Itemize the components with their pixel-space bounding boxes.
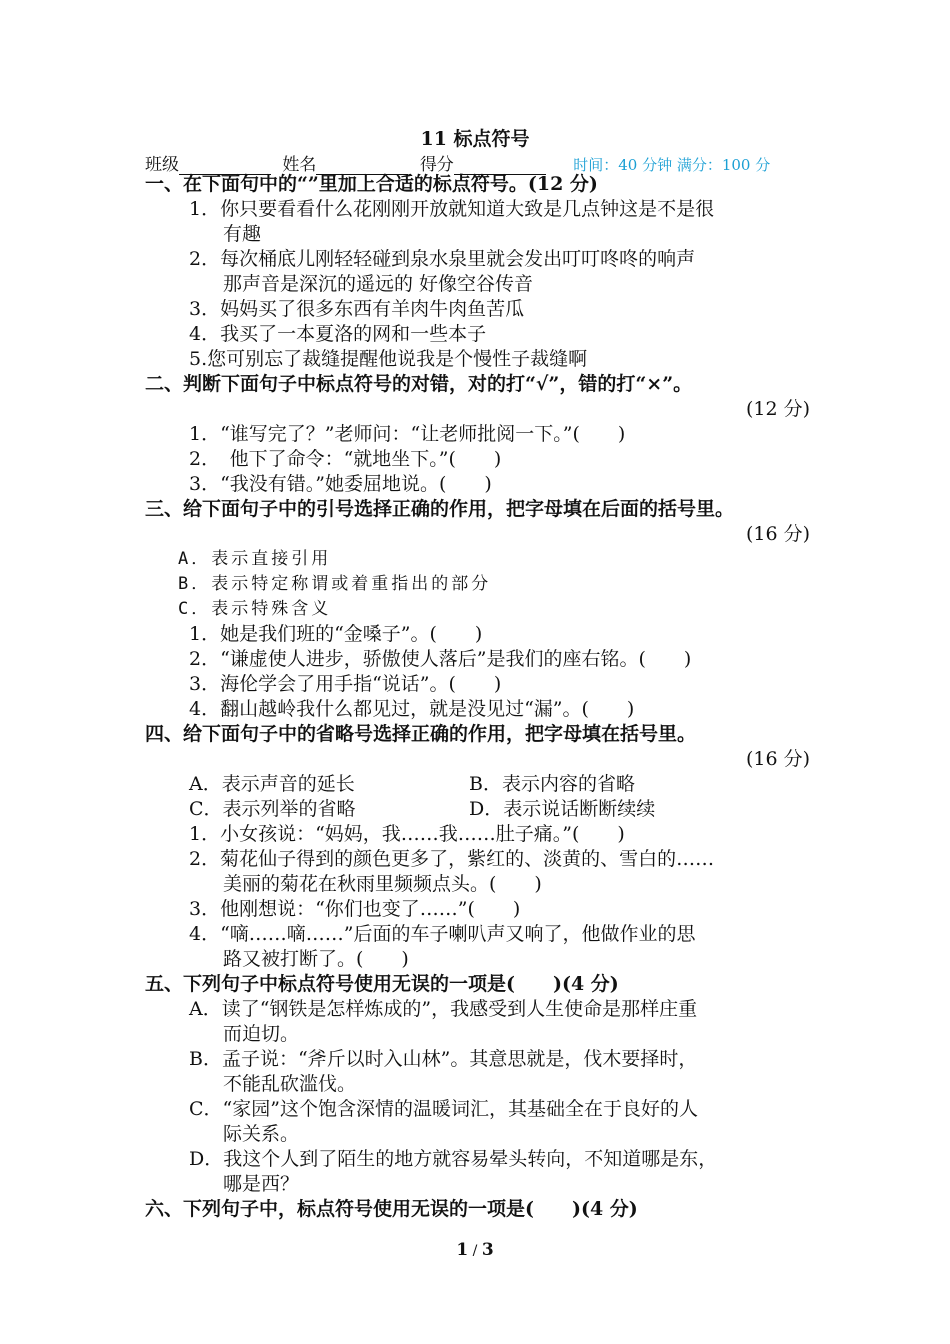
name-label: 姓名 xyxy=(282,155,317,175)
score-label: 得分 xyxy=(419,155,454,175)
option-c: C．表示列举的省略 xyxy=(189,798,356,820)
exercise-body xyxy=(145,172,810,1222)
question-item: 4．“嘀……嘀……”后面的车子喇叭声又响了，他做作业的思 路又被打断了。( ) xyxy=(189,923,696,970)
question-item: 1．她是我们班的“金嗓子”。( ) xyxy=(189,623,483,645)
question-item: 2．“谦虚使人进步，骄傲使人落后”是我们的座右铭。( ) xyxy=(189,648,692,670)
question-item: 2．每次桶底儿刚轻轻碰到泉水泉里就会发出叮叮咚咚的响声 那声音是深沉的遥远的 好像空谷传音 xyxy=(189,248,696,295)
question-item: 1．你只要看看什么花刚刚开放就知道大致是几点钟这是不是很 有趣 xyxy=(189,198,715,245)
options-row xyxy=(145,772,810,797)
option-b: B．表示特定称谓或着重指出的部分 xyxy=(178,574,492,594)
option-a: A．表示声音的延长 xyxy=(189,773,355,795)
page-title: 11 标点符号 xyxy=(420,128,530,150)
question-item: 5.您可别忘了裁缝提醒他说我是个慢性子裁缝啊 xyxy=(189,348,588,370)
question-item: 2．菊花仙子得到的颜色更多了，紫红的、淡黄的、雪白的…… 美丽的菊花在秋雨里频频点头。( ) xyxy=(189,848,715,895)
choice-item: C．“家园”这个饱含深情的温暖词汇，其基础全在于良好的人 际关系。 xyxy=(189,1098,698,1145)
section-2-heading: 二、判断下面句子中标点符号的对错，对的打“√”，错的打“×”。 xyxy=(145,373,693,395)
section-2-score: (12 分) xyxy=(745,398,810,420)
question-item: 3．“我没有错。”她委屈地说。( ) xyxy=(189,473,492,495)
question-item: 4．翻山越岭我什么都见过，就是没见过“漏”。( ) xyxy=(189,698,635,720)
option-a: A．表示直接引用 xyxy=(178,549,332,569)
choice-item: D．我这个人到了陌生的地方就容易晕头转向，不知道哪是东， 哪是西？ xyxy=(189,1148,718,1195)
section-4-score: (16 分) xyxy=(745,748,810,770)
question-item: 3．海伦学会了用手指“说话”。( ) xyxy=(189,673,502,695)
class-label: 班级 xyxy=(145,155,179,175)
options-row xyxy=(145,797,810,822)
question-item: 4．我买了一本夏洛的网和一些本子 xyxy=(189,323,487,345)
option-b: B．表示内容的省略 xyxy=(469,773,635,795)
question-item: 3．妈妈买了很多东西有羊肉牛肉鱼苦瓜 xyxy=(189,298,525,320)
question-item: 3．他刚想说：“你们也变了……”( ) xyxy=(189,898,521,920)
section-4-heading: 四、给下面句子中的省略号选择正确的作用，把字母填在括号里。 xyxy=(145,723,697,745)
section-3-score: (16 分) xyxy=(745,523,810,545)
question-item: 1．“谁写完了？”老师问：“让老师批阅一下。”( ) xyxy=(189,423,626,445)
option-d: D．表示说话断断续续 xyxy=(469,798,656,820)
section-6-heading: 六、下列句子中，标点符号使用无误的一项是( )(4 分) xyxy=(145,1198,638,1220)
question-item: 2． 他下了命令：“就地坐下。”( ) xyxy=(189,448,502,470)
time-note: 时间：40 分钟 满分：100 分 xyxy=(573,156,771,174)
question-item: 1．小女孩说：“妈妈，我……我……肚子痛。”( ) xyxy=(189,823,625,845)
choice-item: A．读了“钢铁是怎样炼成的”，我感受到人生使命是那样庄重 而迫切。 xyxy=(189,998,698,1045)
choice-item: B．孟子说：“斧斤以时入山林”。其意思就是，伐木要择时， 不能乱砍滥伐。 xyxy=(189,1048,698,1095)
option-c: C．表示特殊含义 xyxy=(178,599,332,619)
section-3-heading: 三、给下面句子中的引号选择正确的作用，把字母填在后面的括号里。 xyxy=(145,498,735,520)
section-1-heading: 一、在下面句中的“”里加上合适的标点符号。(12 分) xyxy=(145,173,598,195)
page-number: 1 / 3 xyxy=(456,1240,494,1260)
section-5-heading: 五、下列句子中标点符号使用无误的一项是( )(4 分) xyxy=(145,973,619,995)
